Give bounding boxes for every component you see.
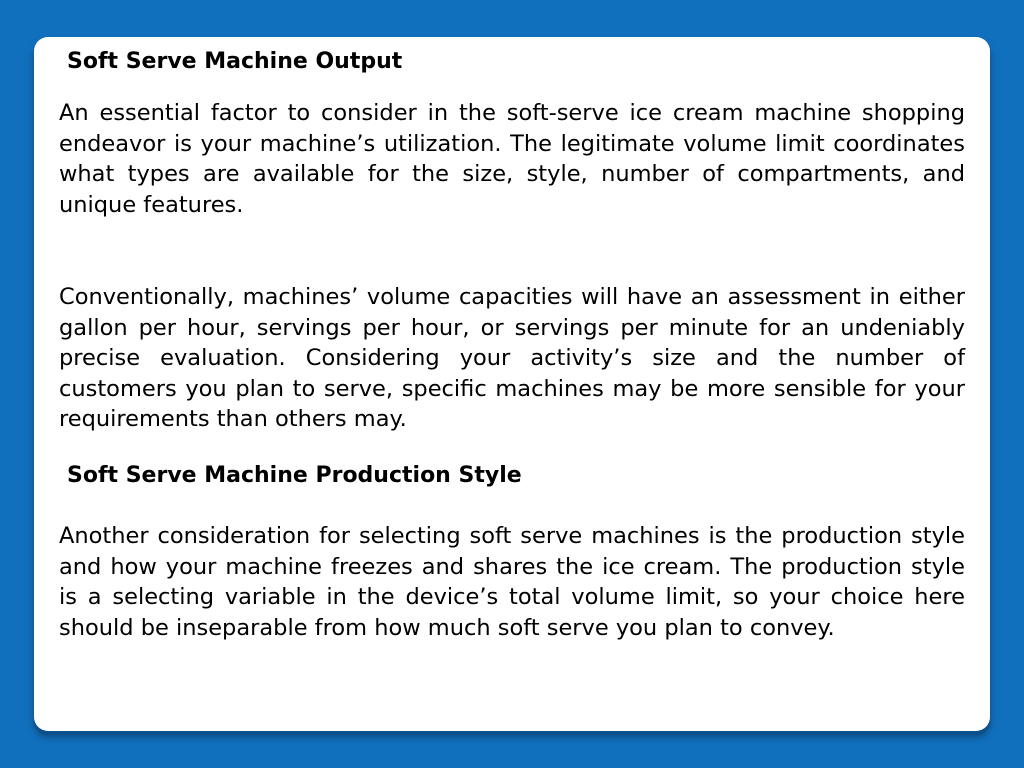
paragraph-output-utilization: An essential factor to consider in the soft-serve ice cream machine shopping endeavor is your machine’s utilization. The legitimate volume limit coordinates what types are available for the size, style, number of compartments, and unique features. — [59, 100, 965, 218]
paragraph-output-capacities: Conventionally, machines’ volume capacities will have an assessment in either gallon per hour, servings per hour, or servings per minute for an undeniably precise evaluation. Considering your activity’s size and the number of customers you plan to serve, specific machines may be more sensible for your requirements than others may. — [59, 284, 965, 433]
paragraph-production-style: Another consideration for selecting soft serve machines is the production style and how your machine freezes and shares the ice cream. The production style is a selecting variable in the device’s total volume limit, so your choice here should be inseparable from how much soft serve you plan to convey. — [59, 523, 965, 641]
content-card — [34, 37, 990, 731]
section-heading-production-style: Soft Serve Machine Production Style — [67, 463, 522, 488]
section-heading-output: Soft Serve Machine Output — [67, 49, 403, 74]
